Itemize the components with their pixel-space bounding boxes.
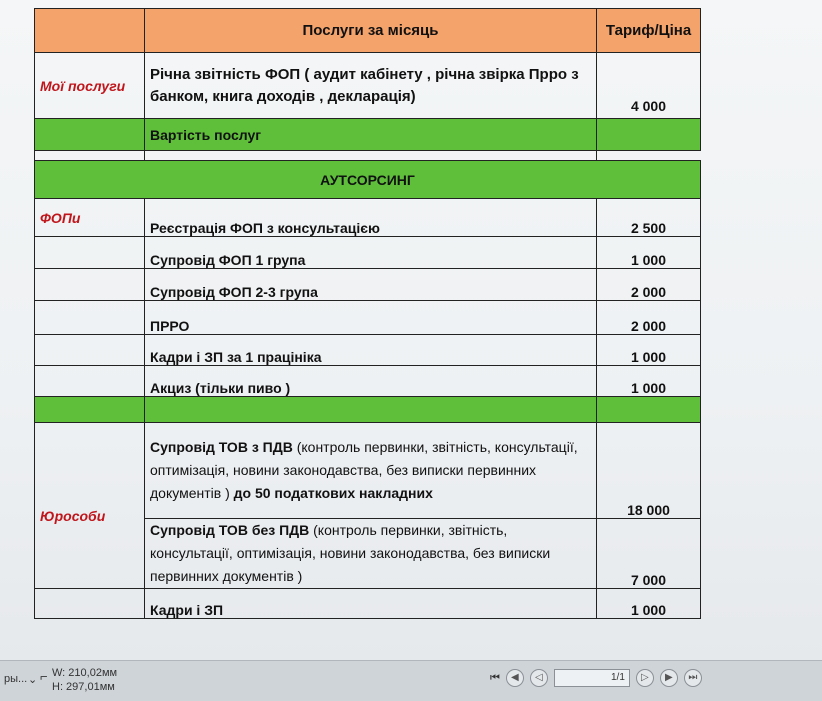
empty-cell xyxy=(145,397,597,423)
empty-cell xyxy=(35,397,145,423)
fop-item-name: Реєстрація ФОП з консультацією xyxy=(145,199,597,237)
table-row xyxy=(35,53,701,119)
legal-row1-details: (контроль первинки, звітність, консультації, оптимізація, новини законодавства, без виписки первинних документів ) xyxy=(150,439,578,501)
table-row xyxy=(35,589,701,619)
table-row xyxy=(35,199,701,237)
first-page-icon[interactable]: ⏮ xyxy=(490,671,500,684)
header-services: Послуги за місяць xyxy=(145,9,597,53)
empty-cell xyxy=(35,335,145,366)
my-services-label: Мої послуги xyxy=(35,53,145,119)
spacer-cell xyxy=(597,151,701,161)
spacer-cell xyxy=(35,151,145,161)
legal-row2-text xyxy=(145,519,597,589)
green-separator-row xyxy=(35,397,701,423)
spacer-cell xyxy=(145,151,597,161)
fop-label: ФОПи xyxy=(35,199,145,237)
table-row xyxy=(35,366,701,397)
cost-row xyxy=(35,119,701,151)
fop-item-name: Супровід ФОП 2-3 група xyxy=(145,269,597,301)
next-page-button[interactable]: ▷ xyxy=(636,669,654,687)
prev-page-button[interactable]: ◀ xyxy=(506,669,524,687)
legal-row1-tail: до 50 податкових накладних xyxy=(229,485,433,501)
table-row xyxy=(35,237,701,269)
legal-row2-title: Супровід ТОВ без ПДВ xyxy=(150,522,310,538)
table-row xyxy=(35,269,701,301)
legal-row2-price: 7 000 xyxy=(597,519,701,589)
page-height: H: 297,01мм xyxy=(52,681,115,693)
page-navigation xyxy=(490,669,702,687)
last-page-button[interactable]: ⏭ xyxy=(684,669,702,687)
legal-row1-price: 18 000 xyxy=(597,423,701,519)
legal-label: Юрособи xyxy=(35,423,145,589)
fop-item-name: Супровід ФОП 1 група xyxy=(145,237,597,269)
chevron-down-icon[interactable]: ⌄ xyxy=(28,674,38,686)
table-row xyxy=(35,423,701,519)
empty-cell xyxy=(35,366,145,397)
fop-item-price: 2 000 xyxy=(597,301,701,335)
fop-item-name: ПРРО xyxy=(145,301,597,335)
fop-item-price: 1 000 xyxy=(597,335,701,366)
page-width: W: 210,02мм xyxy=(52,667,118,679)
my-services-item: Річна звітність ФОП ( аудит кабінету , річна звірка Прро з банком, книга доходів , декларація) xyxy=(145,53,597,119)
outsourcing-row xyxy=(35,161,701,199)
empty-cell xyxy=(35,589,145,619)
fop-item-price: 1 000 xyxy=(597,237,701,269)
header-empty-cell xyxy=(35,9,145,53)
page-number[interactable]: 1/1 xyxy=(554,669,630,687)
legal-row3-name: Кадри і ЗП xyxy=(145,589,597,619)
status-left-text: ры... xyxy=(4,673,28,685)
back-page-button[interactable]: ◁ xyxy=(530,669,548,687)
status-bar xyxy=(0,660,822,701)
page-size-icon: ⌐ xyxy=(40,669,48,684)
fop-item-price: 2 500 xyxy=(597,199,701,237)
cost-empty-cell xyxy=(35,119,145,151)
legal-row3-price: 1 000 xyxy=(597,589,701,619)
forward-page-button[interactable]: ▶ xyxy=(660,669,678,687)
table-row xyxy=(35,301,701,335)
cost-value-cell xyxy=(597,119,701,151)
table-row xyxy=(35,335,701,366)
fop-item-name: Кадри і ЗП за 1 працініка xyxy=(145,335,597,366)
fop-item-price: 1 000 xyxy=(597,366,701,397)
legal-row1-text xyxy=(145,423,597,519)
header-price: Тариф/Ціна xyxy=(597,9,701,53)
legal-row2-details: (контроль первинки, звітність, консультації, оптимізація, новини законодавства, без виписки первинних документів ) xyxy=(150,522,551,584)
fop-item-name: Акциз (тільки пиво ) xyxy=(145,366,597,397)
empty-cell xyxy=(597,397,701,423)
empty-cell xyxy=(35,269,145,301)
my-services-price: 4 000 xyxy=(597,53,701,119)
fop-item-price: 2 000 xyxy=(597,269,701,301)
spacer-row xyxy=(35,151,701,161)
empty-cell xyxy=(35,301,145,335)
legal-row1-title: Супровід ТОВ з ПДВ xyxy=(150,439,293,455)
table-header-row xyxy=(35,9,701,53)
outsourcing-title: АУТСОРСИНГ xyxy=(35,161,701,199)
price-table xyxy=(34,8,701,619)
cost-label: Вартість послуг xyxy=(145,119,597,151)
empty-cell xyxy=(35,237,145,269)
